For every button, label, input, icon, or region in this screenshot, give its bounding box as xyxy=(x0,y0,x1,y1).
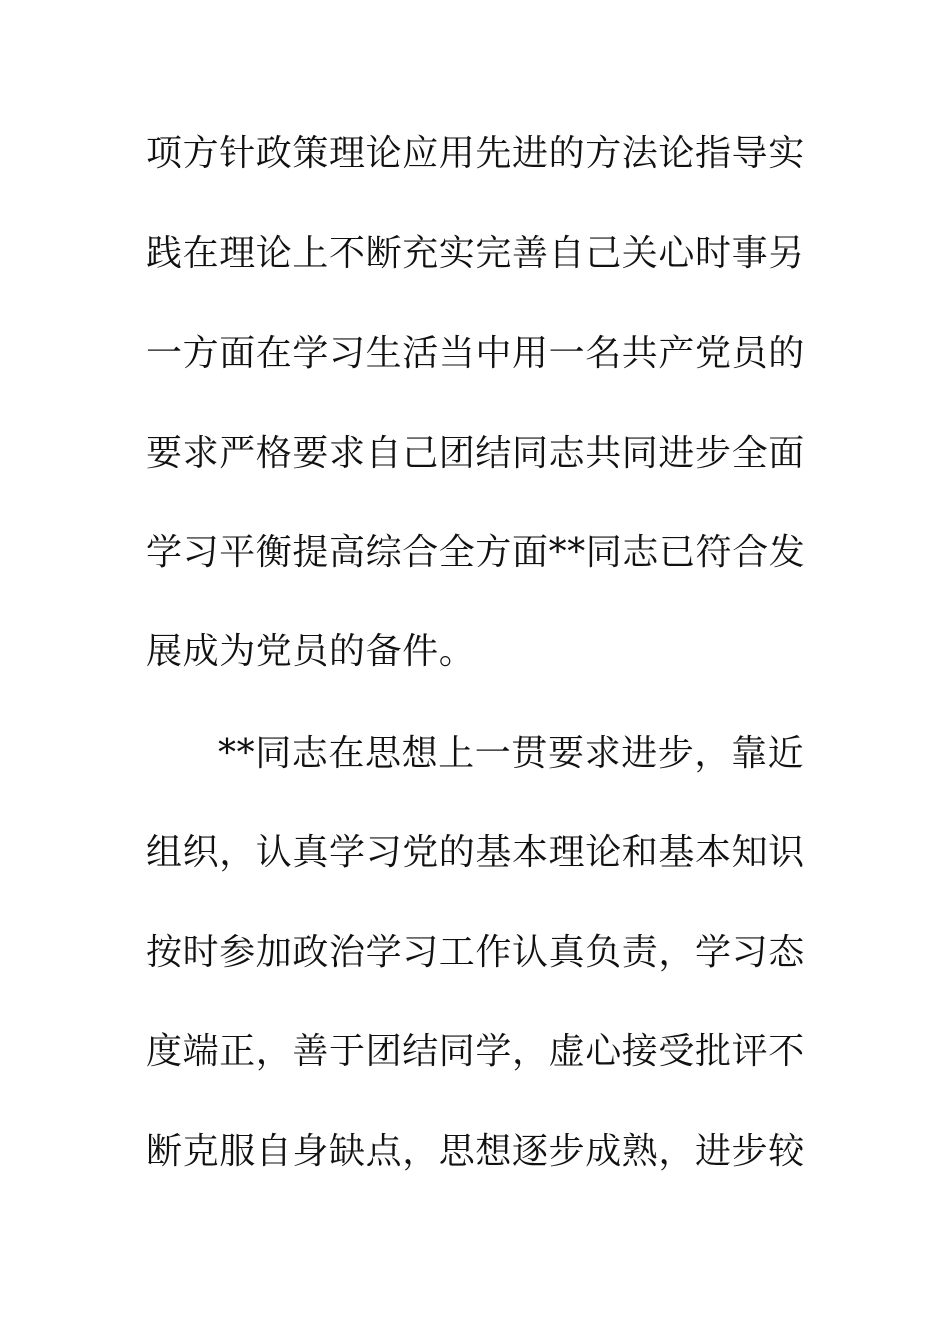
text-line: 展成为党员的备件。 xyxy=(146,631,476,672)
text-line: 度端正，善于团结同学，虚心接受批评不 xyxy=(146,1031,805,1072)
text-line: 项方针政策理论应用先进的方法论指导实 xyxy=(146,133,805,174)
text-line: 断克服自身缺点，思想逐步成熟，进步较 xyxy=(146,1131,805,1172)
paragraph-first-line: **同志在思想上一贯要求进步，靠近 xyxy=(218,733,805,774)
text-line: 一方面在学习生活当中用一名共产党员的 xyxy=(146,333,805,374)
text-line: 按时参加政治学习工作认真负责，学习态 xyxy=(146,932,805,973)
text-line: 组织，认真学习党的基本理论和基本知识 xyxy=(146,832,805,873)
text-line: 学习平衡提高综合全方面**同志已符合发 xyxy=(146,532,806,573)
text-line: 要求严格要求自己团结同志共同进步全面 xyxy=(146,433,805,474)
text-line: 践在理论上不断充实完善自己关心时事另 xyxy=(146,233,805,274)
